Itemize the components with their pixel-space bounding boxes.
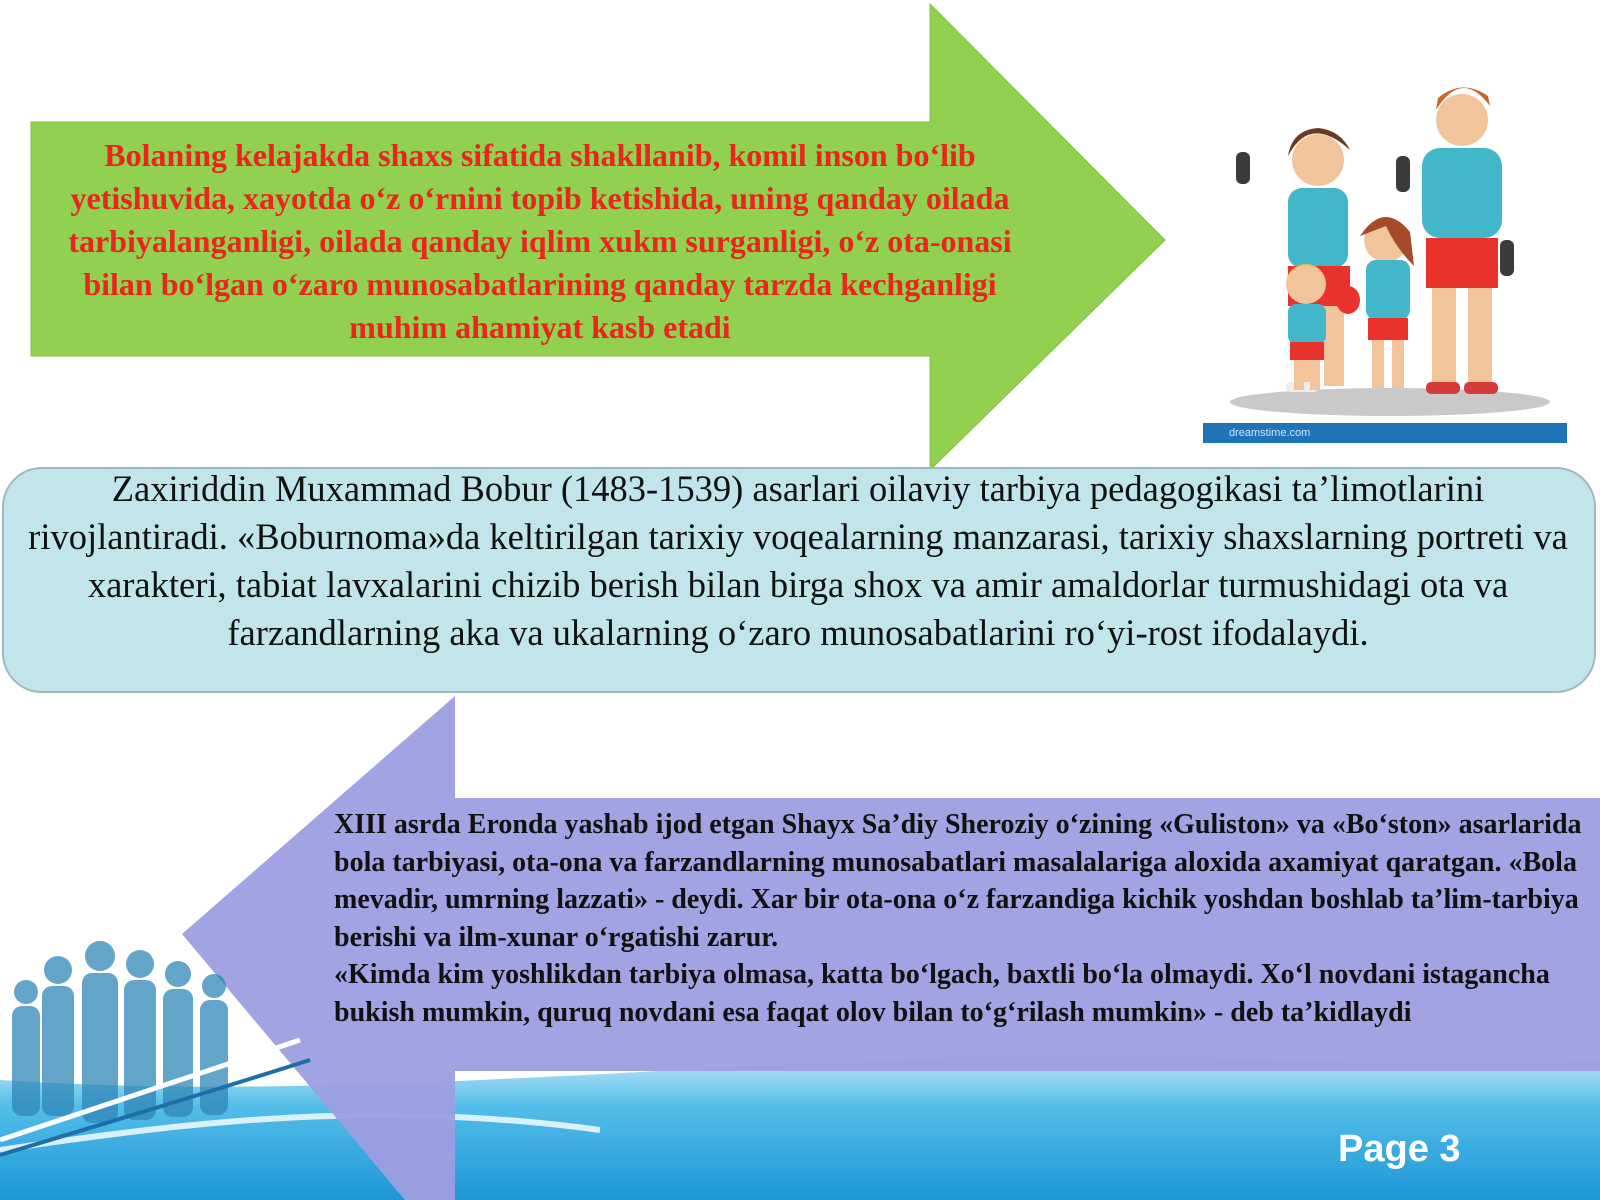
image-watermark: dreamstime.com [1203,423,1567,443]
business-team-silhouette-icon [0,900,330,1200]
green-arrow-text: Bolaning kelajakda shaxs sifatida shakllanib, komil inson bo‘lib yetishuvida, xayotda o‘z o‘rnini topib ketishida, uning qanday oilada tarbiyalanganligi, oilada qanday iqlim xukm surganligi, o‘z ota-onasi bilan bo‘lgan o‘zaro munosabatlarining qanday tarzda kechganligi muhim ahamiyat kasb etadi [68,137,1012,345]
family-exercising-icon [1200,60,1580,450]
purple-arrow-text [334,806,1584,1031]
purple-arrow-paragraph-1: XIII asrda Eronda yashab ijod etgan Shayx Sa’diy Sheroziy o‘zining «Guliston» va «Bo‘ston» asarlarida bola tarbiyasi, ota-ona va farzandlarning munosabatlari masalalariga aloxida axamiyat qaratgan. «Bola mevadir, umrning lazzati» - deydi. Xar bir ota-ona o‘z farzandiga kichik yoshdan boshlab ta’lim-tarbiya berishi va ilm-xunar o‘rgatishi zarur. [334,809,1582,953]
blue-box-text: Zaxiriddin Muxammad Bobur (1483-1539) asarlari oilaviy tarbiya pedagogikasi ta’limotlarini rivojlantiradi. «Boburnoma»da keltirilgan tarixiy voqealarning manzarasi, tarixiy shaxslarning portreti va xarakteri, tabiat lavxalarini chizib berish bilan birga shox va amir amaldorlar turmushidagi ota va farzandlarning aka va ukalarning o‘zaro munosabatlarini ro‘yi-rost ifodalaydi. [28,468,1568,653]
purple-arrow-paragraph-2: «Kimda kim yoshlikdan tarbiya olmasa, katta bo‘lgach, baxtli bo‘la olmaydi. Xo‘l novdani istagancha bukish mumkin, quruq novdani esa faqat olov bilan to‘g‘rilash mumkin» - deb ta’kidlaydi [334,959,1550,1028]
page-number: Page 3 [1338,1128,1461,1170]
